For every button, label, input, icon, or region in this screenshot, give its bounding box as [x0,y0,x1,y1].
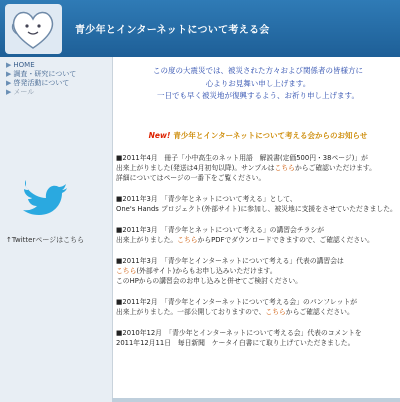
news-text-part: 出来上がりました。 [116,236,178,244]
here-link[interactable]: こちら [274,164,295,172]
news-item [116,153,400,183]
condolence-line: この度の大震災では、被災された方々および関係者の皆様方に [153,66,363,75]
news-list [116,153,400,359]
news-text-part: からご確認いただけます。 [294,164,376,172]
news-item [116,194,400,214]
news-text [116,266,400,276]
sidebar-item-research[interactable] [6,70,76,79]
news-text-part: (外部サイト)からもお申し込みいただけます。 [136,267,277,275]
twitter-bird-link[interactable] [20,177,70,217]
news-text-part: 出来上がりました(発送は4月初旬以降)。サンプルは [116,164,275,172]
twitter-bird-icon [20,177,70,217]
condolence-message [116,57,400,102]
sidebar-nav [6,61,76,97]
news-item [116,256,400,286]
news-text-part: からご確認ください。 [285,308,354,316]
news-text: ■2011年3月 「青少年とインターネットについて考える」代表の講習会は [116,257,344,265]
news-text: 詳細についてはページの一番下をご覧ください。 [116,174,266,182]
news-text: 2011年12月11日 毎日新聞 ケータイ白書にて取り上げていただきました。 [116,339,355,347]
sidebar-item-label[interactable]: メール [13,88,35,96]
news-text [116,307,400,317]
news-text-part: からPDFでダウンロードできますので、ご確認ください。 [197,236,374,244]
news-text: One's Hands プロジェクト(外部サイト)に参加し、被災地に支援をさせていただきました。 [116,205,397,213]
bullet-icon: ▶ [6,88,12,96]
news-item [116,225,400,245]
sidebar-item-awareness[interactable] [6,79,76,88]
news-item [116,328,400,348]
logo[interactable] [5,4,62,54]
site-title: 青少年とインターネットについて考える会 [75,25,270,36]
footer-strip [112,398,400,402]
news-text-part: 出来上がりました。一部公開しておりますので、 [116,308,266,316]
new-badge: New! [148,131,171,140]
condolence-line: 心よりお見舞い申し上げます。 [205,78,311,88]
news-text: ■2011年3月 「青少年とネットについて考える」として、 [116,195,297,203]
condolence-line: 一日でも早く被災地が復興するよう、お祈り申し上げます。 [157,91,359,100]
sidebar-item-label[interactable]: HOME [13,61,35,69]
sidebar-item-label[interactable]: 啓発活動について [13,79,70,87]
news-text [116,235,400,245]
news-text: ■2011年3月 「青少年とネットについて考える」の講習会チラシが [116,226,325,234]
sidebar [0,57,113,402]
here-link[interactable]: こちら [265,308,286,316]
news-text [116,163,400,173]
here-link[interactable]: こちら [116,267,137,275]
news-text: ■2011年2月 「青少年とインターネットについて考える会」のパンフレットが [116,298,358,306]
twitter-caption: ↑Twitterページはこちら [6,236,85,244]
bullet-icon: ▶ [6,70,12,78]
news-item [116,297,400,317]
news-heading [116,130,400,141]
news-text: ■2011年4月 冊子「小中高生のネット用語 解説書(定価500円・38ページ)」が [116,154,368,162]
bullet-icon: ▶ [6,61,12,69]
site-header [0,0,400,57]
here-link[interactable]: こちら [177,236,198,244]
news-text: ■2010年12月 「青少年とインターネットについて考える会」代表のコメントを [116,329,362,337]
heart-logo-icon [5,4,62,54]
bullet-icon: ▶ [6,79,12,87]
sidebar-item-home[interactable] [6,61,76,70]
news-heading-text: 青少年とインターネットについて考える会からのお知らせ [173,131,368,140]
sidebar-item-mail[interactable] [6,88,76,97]
sidebar-item-label[interactable]: 調査・研究について [13,70,77,78]
news-text: このHPからの講習会のお申し込みと併せてご検討ください。 [116,277,302,285]
